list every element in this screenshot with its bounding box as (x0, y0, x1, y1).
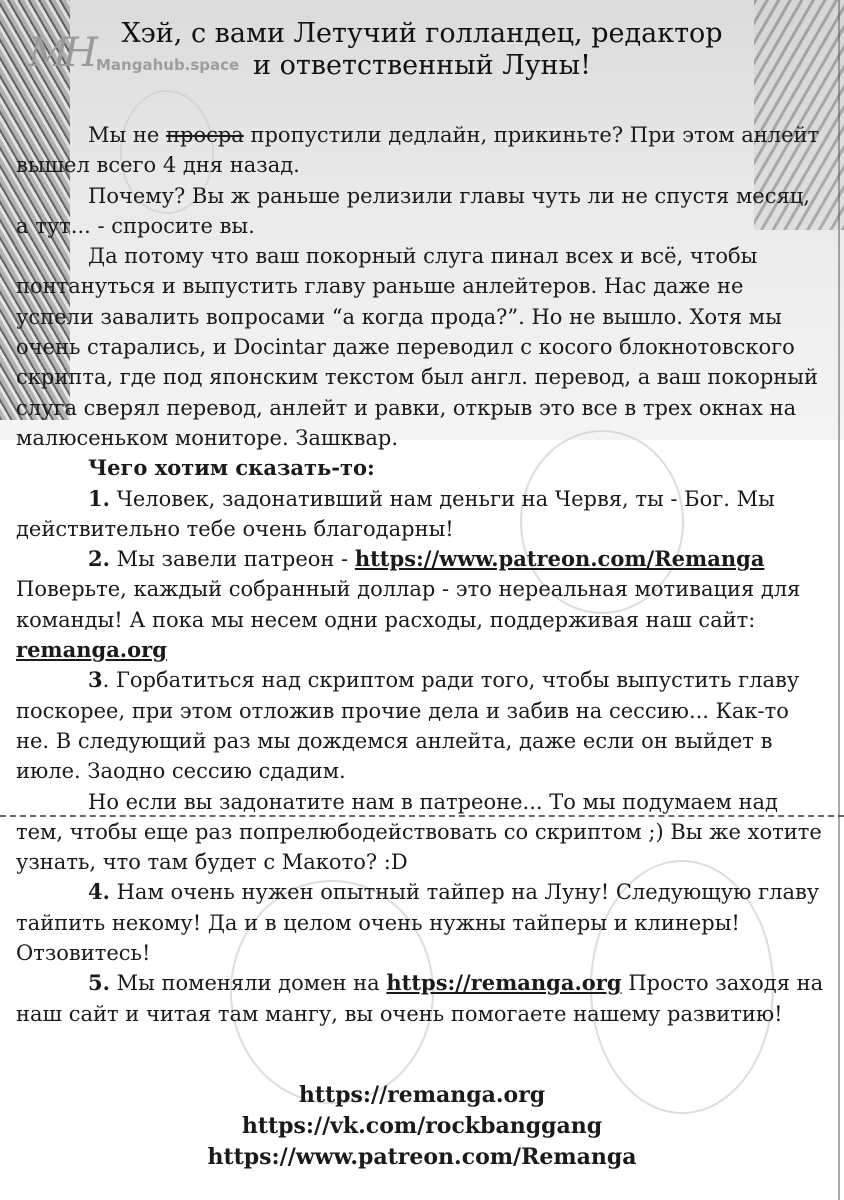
paragraph: Почему? Вы ж раньше релизили главы чуть ли не спустя месяц, а тут... - спросите вы. (16, 183, 810, 238)
text: Поверьте, каждый собранный доллар - это нереальная мотивация для команды! А пока мы несем одни расходы, поддерживая наш сайт: (16, 577, 801, 632)
text: пропустили дедлайн, прикиньте? При этом анлейт вышел всего 4 дня назад. (16, 123, 820, 178)
text: Просто заходя на наш сайт и читая там мангу, вы очень помогаете нашему развитию! (16, 971, 824, 1026)
text: Нам очень нужен опытный тайпер на Луну! Следующую главу тайпить некому! Да и в целом очень нужны тайперы и клинеры! Отзовитесь! (16, 880, 820, 966)
section-heading: Чего хотим сказать-то: (88, 455, 375, 481)
paragraph: Да потому что ваш покорный слуга пинал всех и всё, чтобы понтануться и выпустить главу раньше анлейтеров. Нас даже не успели завалить вопросами “а когда прода?”. Но не вышло. Хотя мы очень старались, и Docintar даже переводил с косого блокнотовского скрипта, где под японским текстом был англ. перевод, а ваш покорный слуга сверял перевод, анлейт и равки, открыв это все в трех окнах на малюсеньком мониторе. Зашквар. (16, 244, 818, 450)
paragraph: Но если вы задонатите нам в патреоне... То мы подумаем над тем, чтобы еще раз попрелюбодействовать со скриптом ;) Вы же хотите узнать, что там будет с Макото? :D (16, 789, 822, 875)
site-link[interactable]: remanga.org (16, 637, 167, 663)
text: Мы не (88, 123, 166, 147)
watermark-site: Mangahub.space (96, 56, 240, 74)
list-item (16, 968, 826, 1029)
item-number: 5. (88, 970, 110, 996)
footer-links (0, 1080, 844, 1173)
text: Человек, задонативший нам деньги на Червя, ты - Бог. Мы действительно тебе очень благодарны! (16, 486, 775, 541)
item-number: 4. (88, 879, 110, 905)
title-line-2: и ответственный Луны! (253, 50, 591, 81)
title-line-1: Хэй, с вами Летучий голландец, редактор (121, 18, 723, 49)
text: Мы поменяли домен на (109, 971, 387, 996)
item-number: 2. (88, 546, 110, 572)
panel-border (838, 0, 840, 1200)
footer-link-patreon[interactable]: https://www.patreon.com/Remanga (207, 1144, 637, 1170)
item-number: 1. (88, 485, 110, 511)
list-item (16, 877, 826, 968)
message-body (16, 120, 826, 1029)
page-title (0, 18, 844, 82)
footer-link-vk[interactable]: https://vk.com/rockbanggang (241, 1113, 603, 1139)
list-item (16, 665, 826, 786)
item-number: 3 (88, 667, 103, 693)
strikethrough-text: просра (166, 123, 244, 147)
footer-link-remanga[interactable]: https://remanga.org (298, 1082, 546, 1108)
domain-link[interactable]: https://remanga.org (386, 970, 622, 996)
text: Мы завели патреон - (109, 547, 355, 572)
text: . Горбатиться над скриптом ради того, чтобы выпустить главу поскорее, при этом отложив прочие дела и забив на сессию... Как-то не. В следующий раз мы дождемся анлейта, даже если он выйдет в июле. Заодно сессию сдадим. (16, 668, 800, 784)
patreon-link[interactable]: https://www.patreon.com/Remanga (354, 546, 765, 572)
list-item (16, 484, 826, 545)
paragraph (16, 120, 826, 181)
watermark-mark: MH (28, 30, 92, 76)
list-item (16, 544, 826, 665)
